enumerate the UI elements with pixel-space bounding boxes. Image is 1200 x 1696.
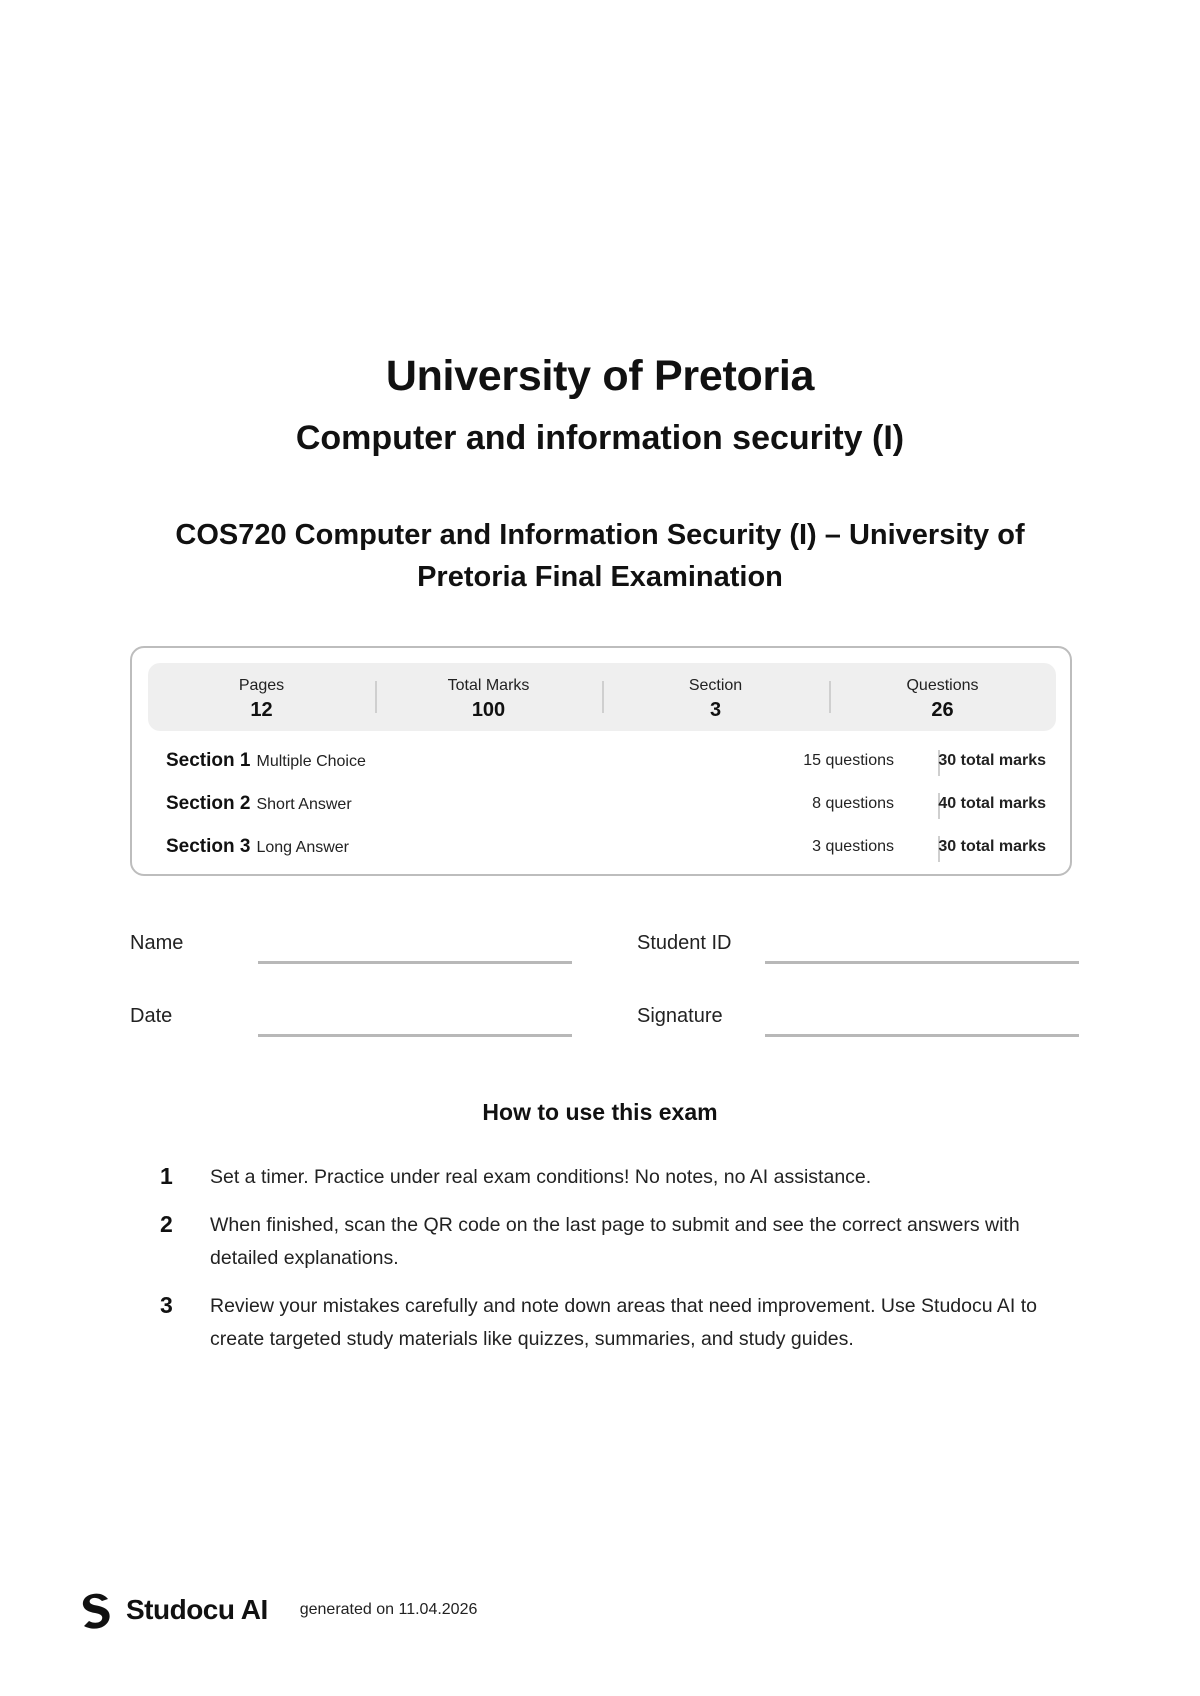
section-title: Section 1 xyxy=(166,750,251,771)
section-title: Section 2 xyxy=(166,793,251,814)
stat-label: Pages xyxy=(238,677,285,694)
name-label: Name xyxy=(130,932,184,954)
step-text: When finished, scan the QR code on the last page to submit and see the correct answers with detailed explanations. xyxy=(210,1214,1020,1269)
section-name xyxy=(166,836,349,858)
exam-title: COS720 Computer and Information Security (I) – University of Pretoria Final Examination xyxy=(175,519,1025,593)
section-name xyxy=(166,793,352,815)
stat-label: Total Marks xyxy=(447,677,530,694)
step-text: Review your mistakes carefully and note down areas that need improvement. Use Studocu AI to create targeted study materials like quizzes, summaries, and study guides. xyxy=(210,1295,1038,1350)
marks-number: 30 xyxy=(938,752,957,769)
section-question-count: 8 questions xyxy=(812,795,894,812)
stat-value: 12 xyxy=(250,699,273,721)
section-type: Long Answer xyxy=(256,839,349,856)
name-line[interactable] xyxy=(258,961,572,964)
marks-suffix: total marks xyxy=(960,752,1046,769)
student-id-label: Student ID xyxy=(637,932,732,954)
section-title: Section 3 xyxy=(166,836,251,857)
generated-date: generated on 11.04.2026 xyxy=(299,1601,478,1618)
marks-number: 30 xyxy=(938,838,957,855)
stat-value: 100 xyxy=(471,699,506,721)
date-field[interactable] xyxy=(130,1005,572,1045)
date-label: Date xyxy=(130,1005,173,1027)
name-field[interactable] xyxy=(130,932,572,972)
student-id-line[interactable] xyxy=(765,961,1079,964)
section-name xyxy=(166,750,366,772)
studocu-logo-icon xyxy=(78,1591,114,1629)
stat-label: Questions xyxy=(906,677,979,694)
stat-pages xyxy=(148,663,375,731)
signature-label: Signature xyxy=(637,1005,723,1027)
section-question-count: 3 questions xyxy=(812,838,894,855)
section-row-3 xyxy=(166,836,1046,866)
signature-field[interactable] xyxy=(637,1005,1079,1045)
stat-questions xyxy=(829,663,1056,731)
section-row-2 xyxy=(166,793,1046,823)
brand-name: Studocu AI xyxy=(126,1594,268,1625)
stats-bar xyxy=(148,663,1056,731)
course-subtitle: Computer and information security (I) xyxy=(295,419,905,457)
footer xyxy=(78,1588,477,1632)
step-number: 2 xyxy=(160,1211,173,1237)
howto-title: How to use this exam xyxy=(482,1099,718,1125)
marks-suffix: total marks xyxy=(960,838,1046,855)
section-marks xyxy=(938,795,1046,813)
section-row-1 xyxy=(166,750,1046,780)
step-number: 3 xyxy=(160,1292,173,1318)
section-marks xyxy=(938,838,1046,856)
step-text: Set a timer. Practice under real exam conditions! No notes, no AI assistance. xyxy=(210,1166,872,1188)
stat-value: 26 xyxy=(931,699,954,721)
section-question-count: 15 questions xyxy=(803,752,894,769)
stat-value: 3 xyxy=(709,699,722,721)
step-number: 1 xyxy=(160,1163,173,1189)
stat-total-marks xyxy=(375,663,602,731)
university-title: University of Pretoria xyxy=(385,352,815,400)
section-marks xyxy=(938,752,1046,770)
signature-line[interactable] xyxy=(765,1034,1079,1037)
marks-suffix: total marks xyxy=(960,795,1046,812)
student-id-field[interactable] xyxy=(637,932,1079,972)
stat-section xyxy=(602,663,829,731)
stat-label: Section xyxy=(688,677,743,694)
exam-info-card xyxy=(130,646,1072,876)
section-type: Short Answer xyxy=(256,796,352,813)
section-type: Multiple Choice xyxy=(256,753,366,770)
marks-number: 40 xyxy=(938,795,957,812)
date-line[interactable] xyxy=(258,1034,572,1037)
